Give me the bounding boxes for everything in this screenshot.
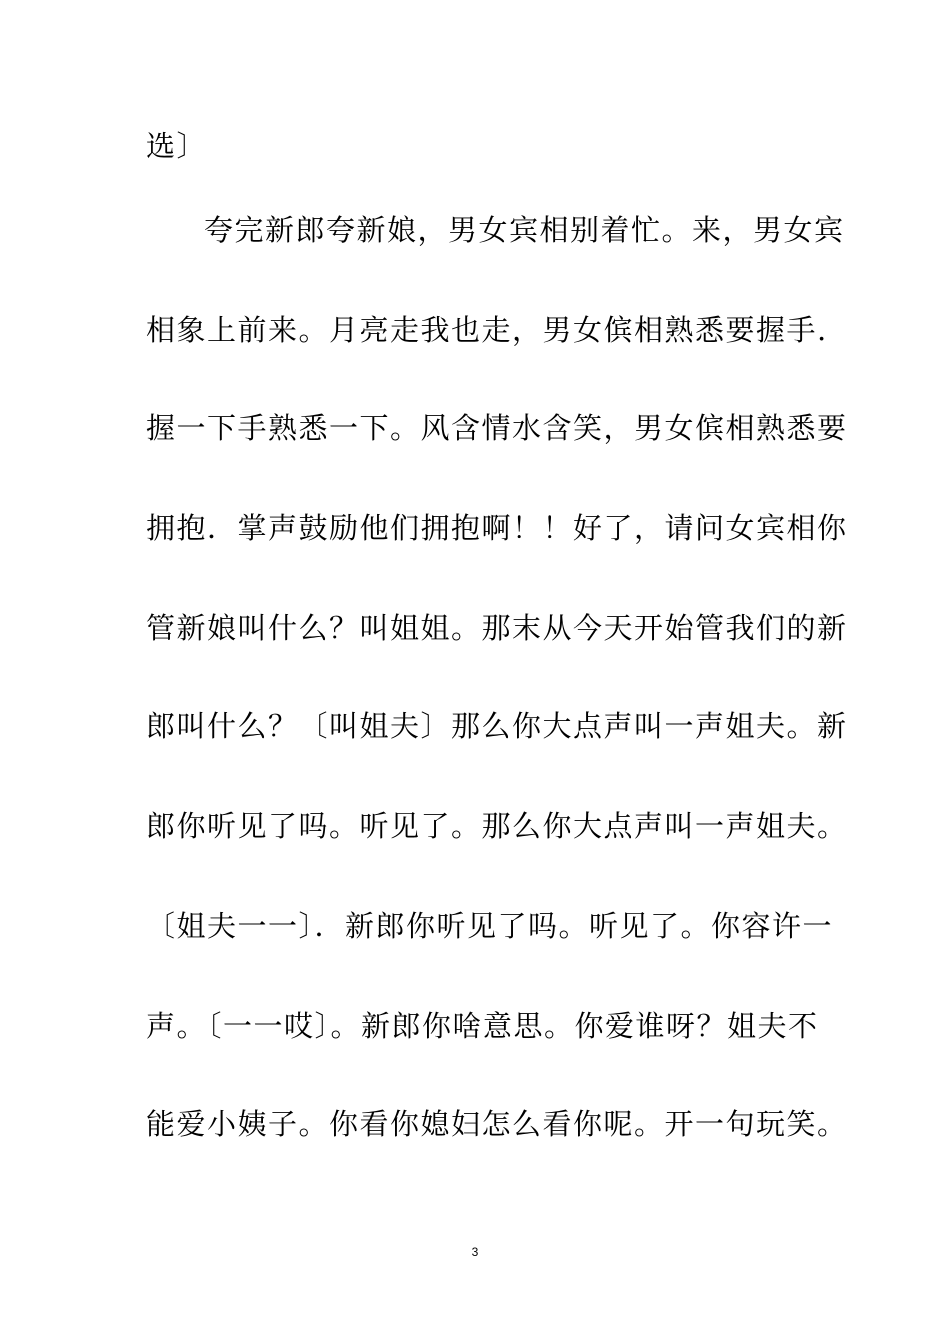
text-line-1: 选〕	[146, 129, 208, 163]
text-line-11: 能爱小姨子。你看你媳妇怎么看你呢。开一句玩笑。	[146, 1107, 848, 1141]
text-line-7: 郎叫什么？〔叫姐夫〕那么你大点声叫一声姐夫。新	[146, 709, 848, 743]
text-line-2: 夸完新郎夸新娘，男女宾相别着忙。来，男女宾	[204, 213, 845, 247]
text-line-8: 郎你听见了吗。听见了。那么你大点声叫一声姐夫。	[146, 809, 848, 843]
text-line-10: 声。〔一一哎〕。新郎你啥意思。你爱谁呀？姐夫不	[146, 1009, 819, 1043]
text-line-6: 管新娘叫什么？叫姐姐。那末从今天开始管我们的新	[146, 611, 848, 645]
text-line-5: 拥抱．掌声鼓励他们拥抱啊！！好了，请问女宾相你	[146, 511, 848, 545]
text-line-9: 〔姐夫一一〕．新郎你听见了吗。听见了。你容许一	[146, 909, 834, 943]
text-line-4: 握一下手熟悉一下。风含情水含笑，男女傧相熟悉要	[146, 411, 848, 445]
page-number: 3	[471, 1245, 479, 1259]
text-line-3: 相象上前来。月亮走我也走，男女傧相熟悉要握手.	[146, 313, 828, 347]
